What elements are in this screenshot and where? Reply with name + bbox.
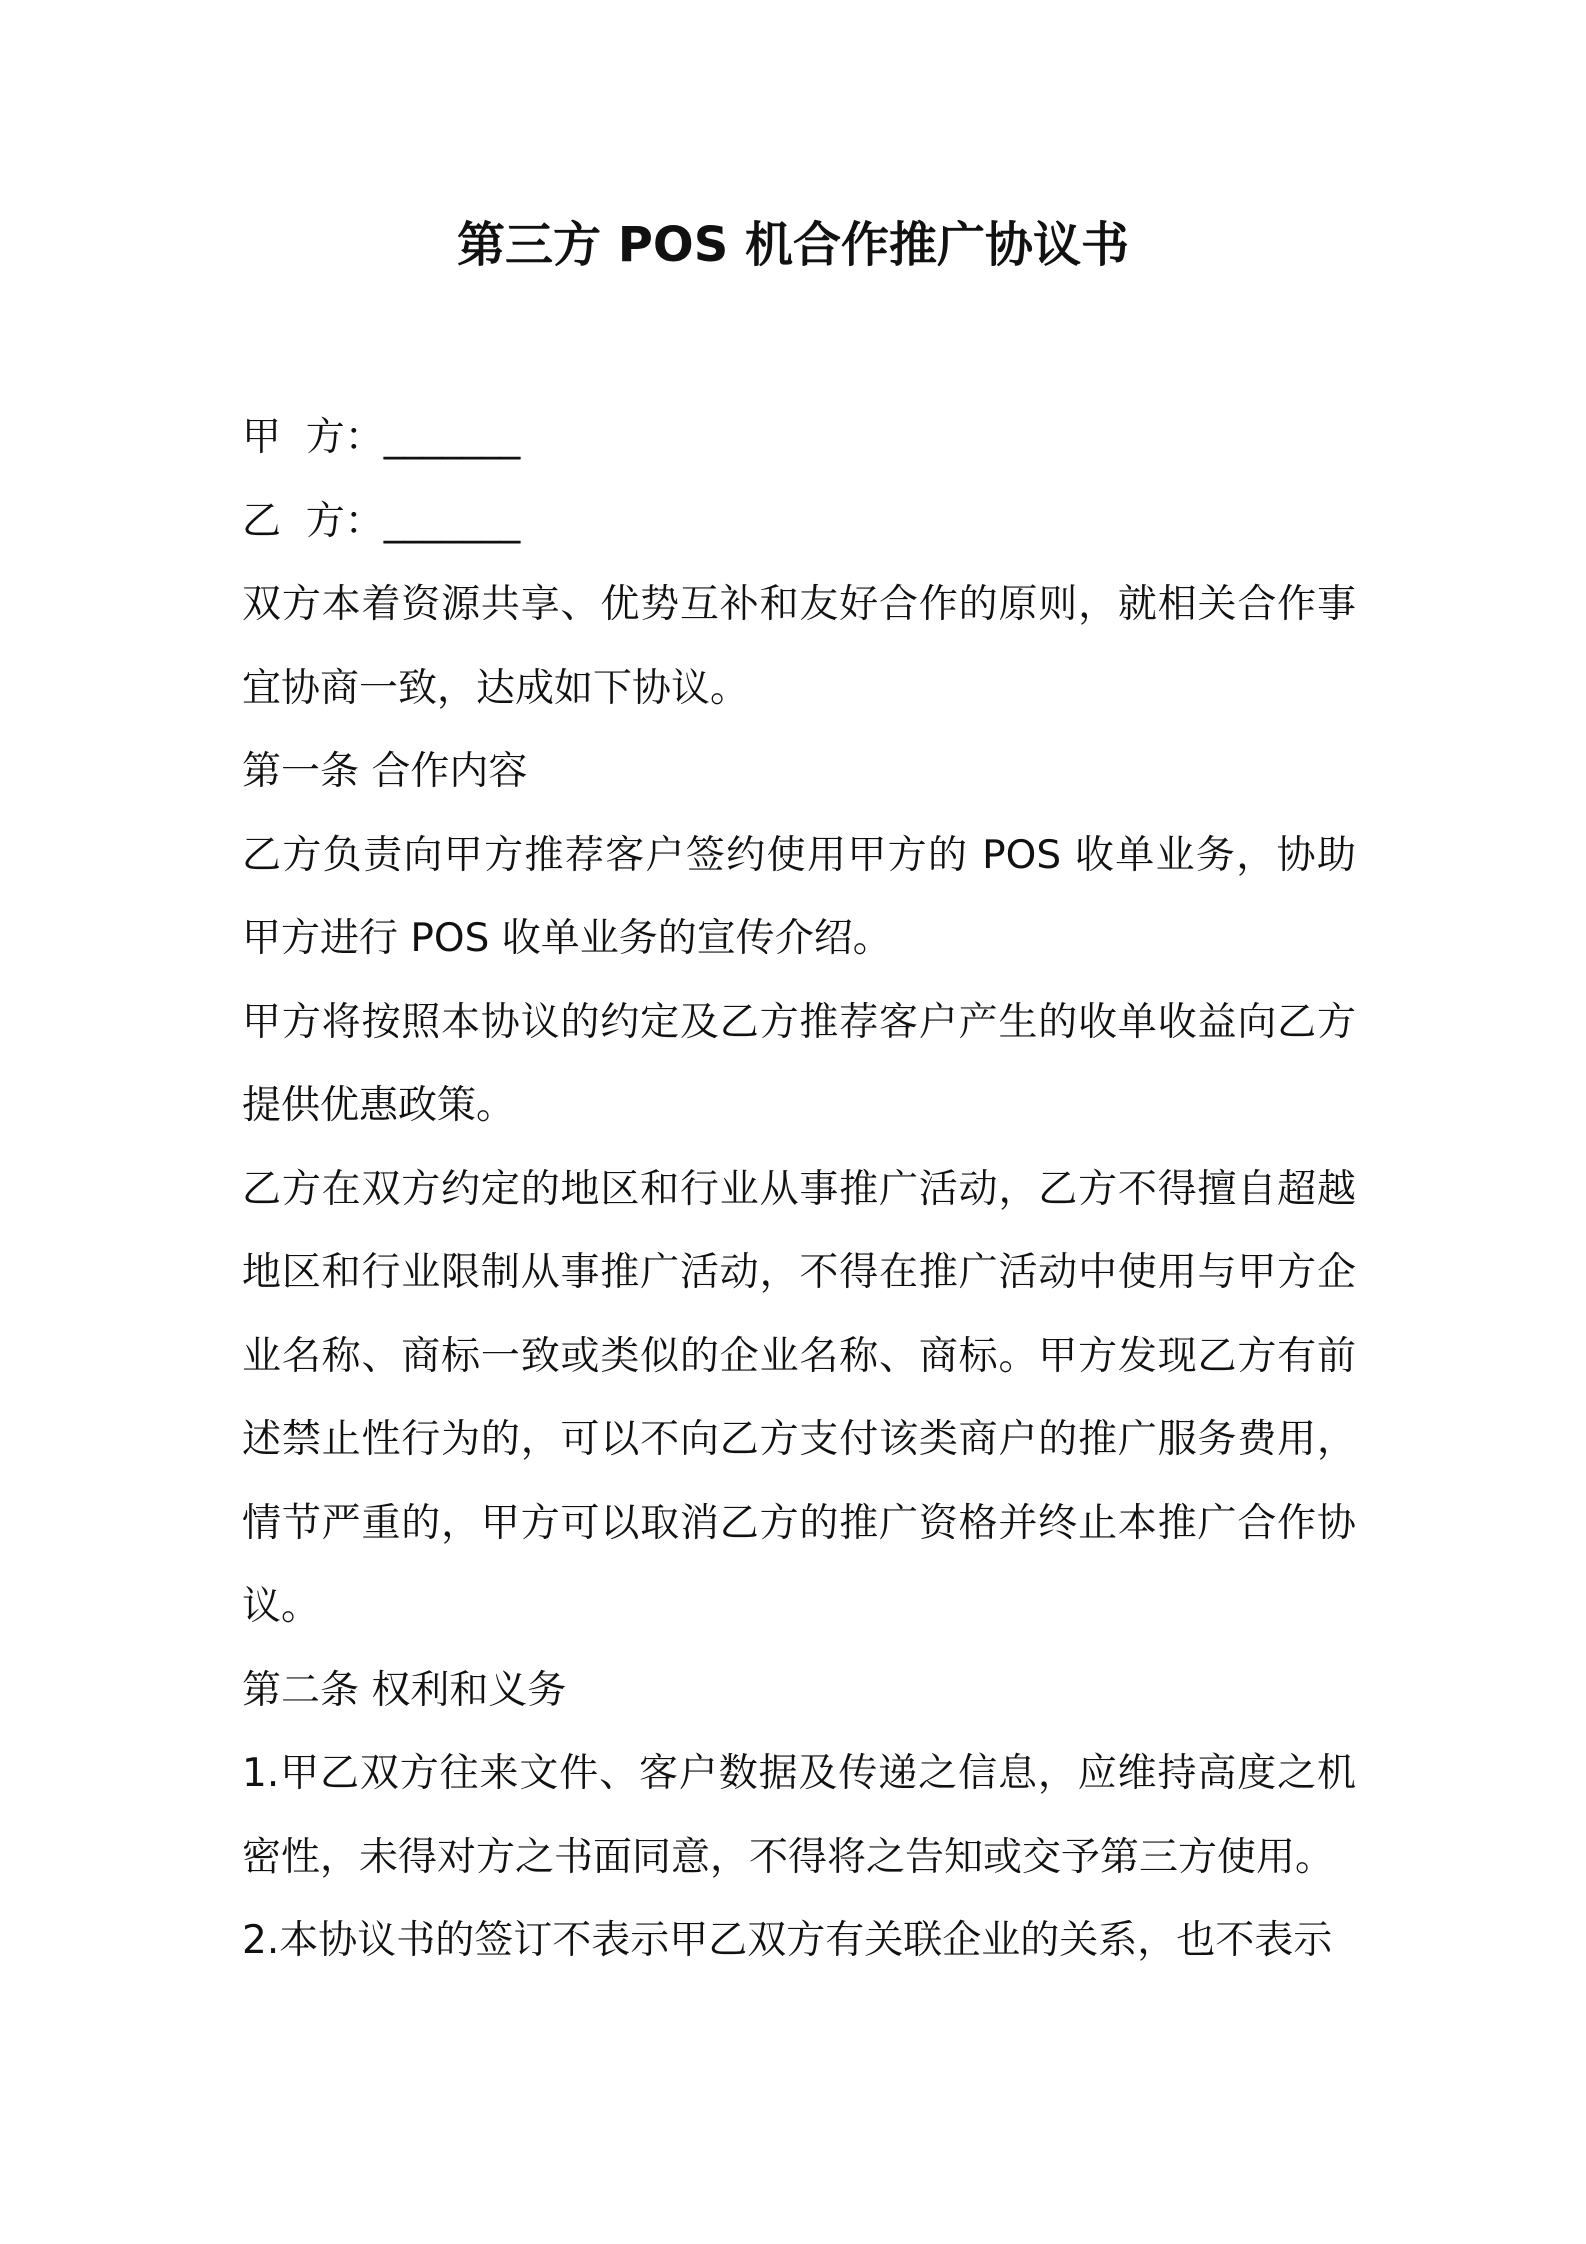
article-one-paragraph-1: 乙方负责向甲方推荐客户签约使用甲方的 POS 收单业务，协助甲方进行 POS 收单业务的宣传介绍。 — [242, 832, 1356, 961]
party-a-line: 甲 方：_______ — [242, 415, 521, 460]
document-body — [242, 396, 1356, 1983]
article-two-clause-2: 2.本协议书的签订不表示甲乙双方有关联企业的关系，也不表示 — [242, 1918, 1333, 1963]
article-one-paragraph-2: 甲方将按照本协议的约定及乙方推荐客户产生的收单收益向乙方提供优惠政策。 — [242, 999, 1356, 1128]
article-one-heading: 第一条 合作内容 — [242, 749, 528, 794]
party-b-line: 乙 方：_______ — [242, 498, 521, 544]
article-two-clause-1: 1.甲乙双方往来文件、客户数据及传递之信息，应维持高度之机密性，未得对方之书面同意，不得将之告知或交予第三方使用。 — [242, 1751, 1356, 1880]
article-two-heading: 第二条 权利和义务 — [242, 1667, 567, 1713]
intro-paragraph: 双方本着资源共享、优势互补和友好合作的原则，就相关合作事宜协商一致，达成如下协议。 — [242, 582, 1356, 711]
document-title: 第三方 POS 机合作推广协议书 — [457, 217, 1129, 273]
article-one-paragraph-3: 乙方在双方约定的地区和行业从事推广活动，乙方不得擅自超越地区和行业限制从事推广活动，不得在推广活动中使用与甲方企业名称、商标一致或类似的企业名称、商标。甲方发现乙方有前述禁止性行为的，可以不向乙方支付该类商户的推广服务费用，情节严重的，甲方可以取消乙方的推广资格并终止本推广合作协议。 — [242, 1166, 1356, 1629]
